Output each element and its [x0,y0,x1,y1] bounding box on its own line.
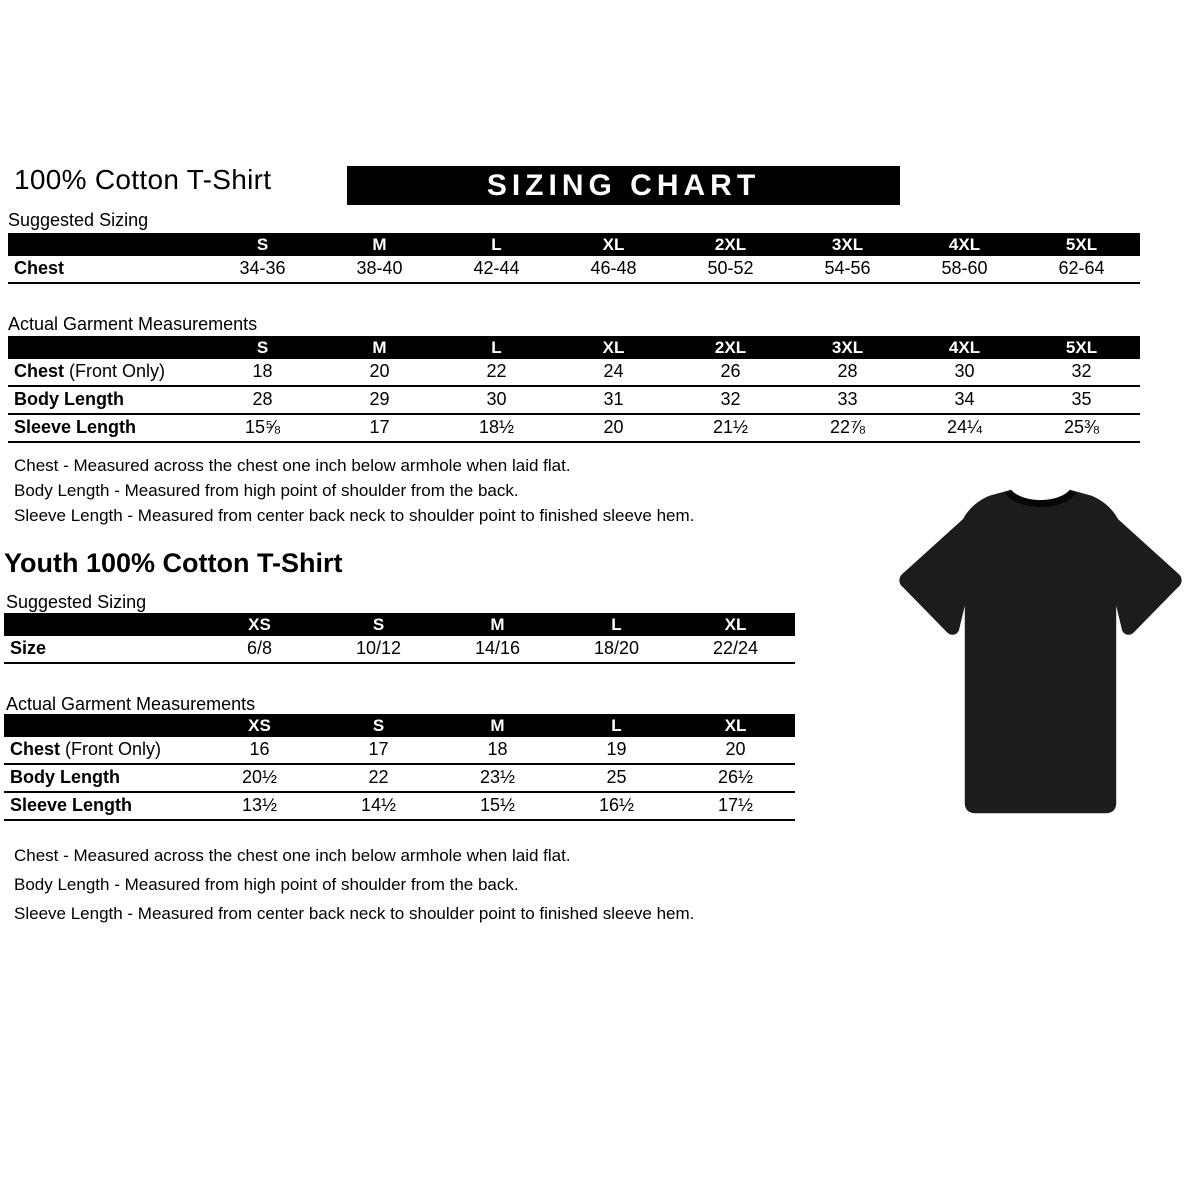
adult-measurement-notes [14,453,834,528]
note-line: Sleeve Length - Measured from center back neck to shoulder point to finished sleeve hem. [14,904,695,923]
measurement-cell: 17 [319,737,438,764]
measurement-cell: 30 [438,386,555,414]
size-column-header: 5XL [1023,233,1140,256]
measurement-cell: 25 [557,764,676,792]
measurement-cell: 18 [438,737,557,764]
measurement-cell: 42-44 [438,256,555,283]
youth-measurement-notes [14,841,834,928]
measurement-cell: 28 [789,359,906,386]
measurement-cell: 29 [321,386,438,414]
youth-suggested-sizing-table [4,613,795,664]
measurement-cell: 20½ [200,764,319,792]
size-column-header: 3XL [789,336,906,359]
empty-header-cell [4,714,200,737]
size-column-header: XL [676,613,795,636]
size-column-header: XL [555,336,672,359]
measurement-cell: 13½ [200,792,319,820]
size-column-header: 2XL [672,233,789,256]
size-table [8,233,1140,284]
size-column-header: S [319,714,438,737]
measurement-cell: 33 [789,386,906,414]
size-column-header: M [438,613,557,636]
size-column-header: S [204,336,321,359]
table-row [8,386,1140,414]
measurement-cell: 22⅞ [789,414,906,442]
tshirt-graphic [893,478,1188,828]
size-column-header: M [321,233,438,256]
note-line: Chest - Measured across the chest one inch below armhole when laid flat. [14,456,571,475]
size-column-header: XL [555,233,672,256]
measurement-cell: 28 [204,386,321,414]
row-label: Body Length [4,764,200,792]
size-column-header: 4XL [906,233,1023,256]
measurement-cell: 16 [200,737,319,764]
measurement-cell: 18½ [438,414,555,442]
measurement-cell: 14/16 [438,636,557,663]
size-column-header: 5XL [1023,336,1140,359]
empty-header-cell [8,233,204,256]
measurement-cell: 21½ [672,414,789,442]
size-column-header: XS [200,714,319,737]
measurement-cell: 22 [319,764,438,792]
row-label: Size [4,636,200,663]
size-column-header: S [319,613,438,636]
measurement-cell: 58-60 [906,256,1023,283]
measurement-cell: 34-36 [204,256,321,283]
measurement-cell: 17½ [676,792,795,820]
measurement-cell: 18 [204,359,321,386]
measurement-cell: 30 [906,359,1023,386]
table-row [8,414,1140,442]
measurement-cell: 15⅝ [204,414,321,442]
header-row [4,714,795,737]
table-row [4,636,795,663]
note-line: Body Length - Measured from high point of shoulder from the back. [14,875,519,894]
row-label: Chest [8,256,204,283]
row-label: Chest (Front Only) [4,737,200,764]
measurement-cell: 20 [676,737,795,764]
measurement-cell: 24¼ [906,414,1023,442]
adult-section-title: 100% Cotton T-Shirt [14,164,272,195]
measurement-cell: 50-52 [672,256,789,283]
size-column-header: 3XL [789,233,906,256]
youth-garment-measurements-label: Actual Garment Measurements [6,694,256,714]
table-row [8,256,1140,283]
note-line: Chest - Measured across the chest one inch below armhole when laid flat. [14,846,571,865]
size-column-header: XL [676,714,795,737]
adult-garment-measurements-label: Actual Garment Measurements [8,314,258,334]
empty-header-cell [4,613,200,636]
size-column-header: 4XL [906,336,1023,359]
measurement-cell: 35 [1023,386,1140,414]
measurement-cell: 22 [438,359,555,386]
measurement-cell: 18/20 [557,636,676,663]
measurement-cell: 25⅜ [1023,414,1140,442]
youth-garment-measurements-table [4,714,795,821]
size-column-header: M [438,714,557,737]
measurement-cell: 54-56 [789,256,906,283]
adult-suggested-sizing-label: Suggested Sizing [8,210,149,230]
measurement-cell: 22/24 [676,636,795,663]
youth-suggested-sizing-label: Suggested Sizing [6,592,147,612]
size-table [4,613,795,664]
measurement-cell: 17 [321,414,438,442]
measurement-cell: 34 [906,386,1023,414]
measurement-cell: 14½ [319,792,438,820]
youth-section-title: Youth 100% Cotton T-Shirt [4,548,343,578]
size-column-header: S [204,233,321,256]
measurement-cell: 15½ [438,792,557,820]
header-row [4,613,795,636]
measurement-cell: 38-40 [321,256,438,283]
measurement-cell: 10/12 [319,636,438,663]
empty-header-cell [8,336,204,359]
header-row [8,233,1140,256]
measurement-cell: 31 [555,386,672,414]
row-label: Chest (Front Only) [8,359,204,386]
measurement-cell: 26 [672,359,789,386]
measurement-cell: 24 [555,359,672,386]
size-table [4,714,795,821]
measurement-cell: 32 [672,386,789,414]
size-column-header: L [557,613,676,636]
measurement-cell: 6/8 [200,636,319,663]
sizing-chart-banner: SIZING CHART [347,166,900,205]
row-label: Sleeve Length [8,414,204,442]
measurement-cell: 32 [1023,359,1140,386]
size-column-header: L [438,336,555,359]
black-tshirt-image [893,478,1188,833]
size-column-header: L [557,714,676,737]
measurement-cell: 46-48 [555,256,672,283]
size-column-header: L [438,233,555,256]
note-line: Body Length - Measured from high point of shoulder from the back. [14,481,519,500]
adult-suggested-sizing-table [8,233,1140,284]
adult-garment-measurements-table [8,336,1140,443]
note-line: Sleeve Length - Measured from center back neck to shoulder point to finished sleeve hem. [14,506,695,525]
measurement-cell: 26½ [676,764,795,792]
measurement-cell: 62-64 [1023,256,1140,283]
table-row [4,764,795,792]
table-row [8,359,1140,386]
measurement-cell: 19 [557,737,676,764]
size-column-header: M [321,336,438,359]
measurement-cell: 16½ [557,792,676,820]
size-column-header: XS [200,613,319,636]
measurement-cell: 23½ [438,764,557,792]
size-column-header: 2XL [672,336,789,359]
table-row [4,792,795,820]
header-row [8,336,1140,359]
measurement-cell: 20 [321,359,438,386]
row-label: Sleeve Length [4,792,200,820]
table-row [4,737,795,764]
size-table [8,336,1140,443]
row-label: Body Length [8,386,204,414]
measurement-cell: 20 [555,414,672,442]
